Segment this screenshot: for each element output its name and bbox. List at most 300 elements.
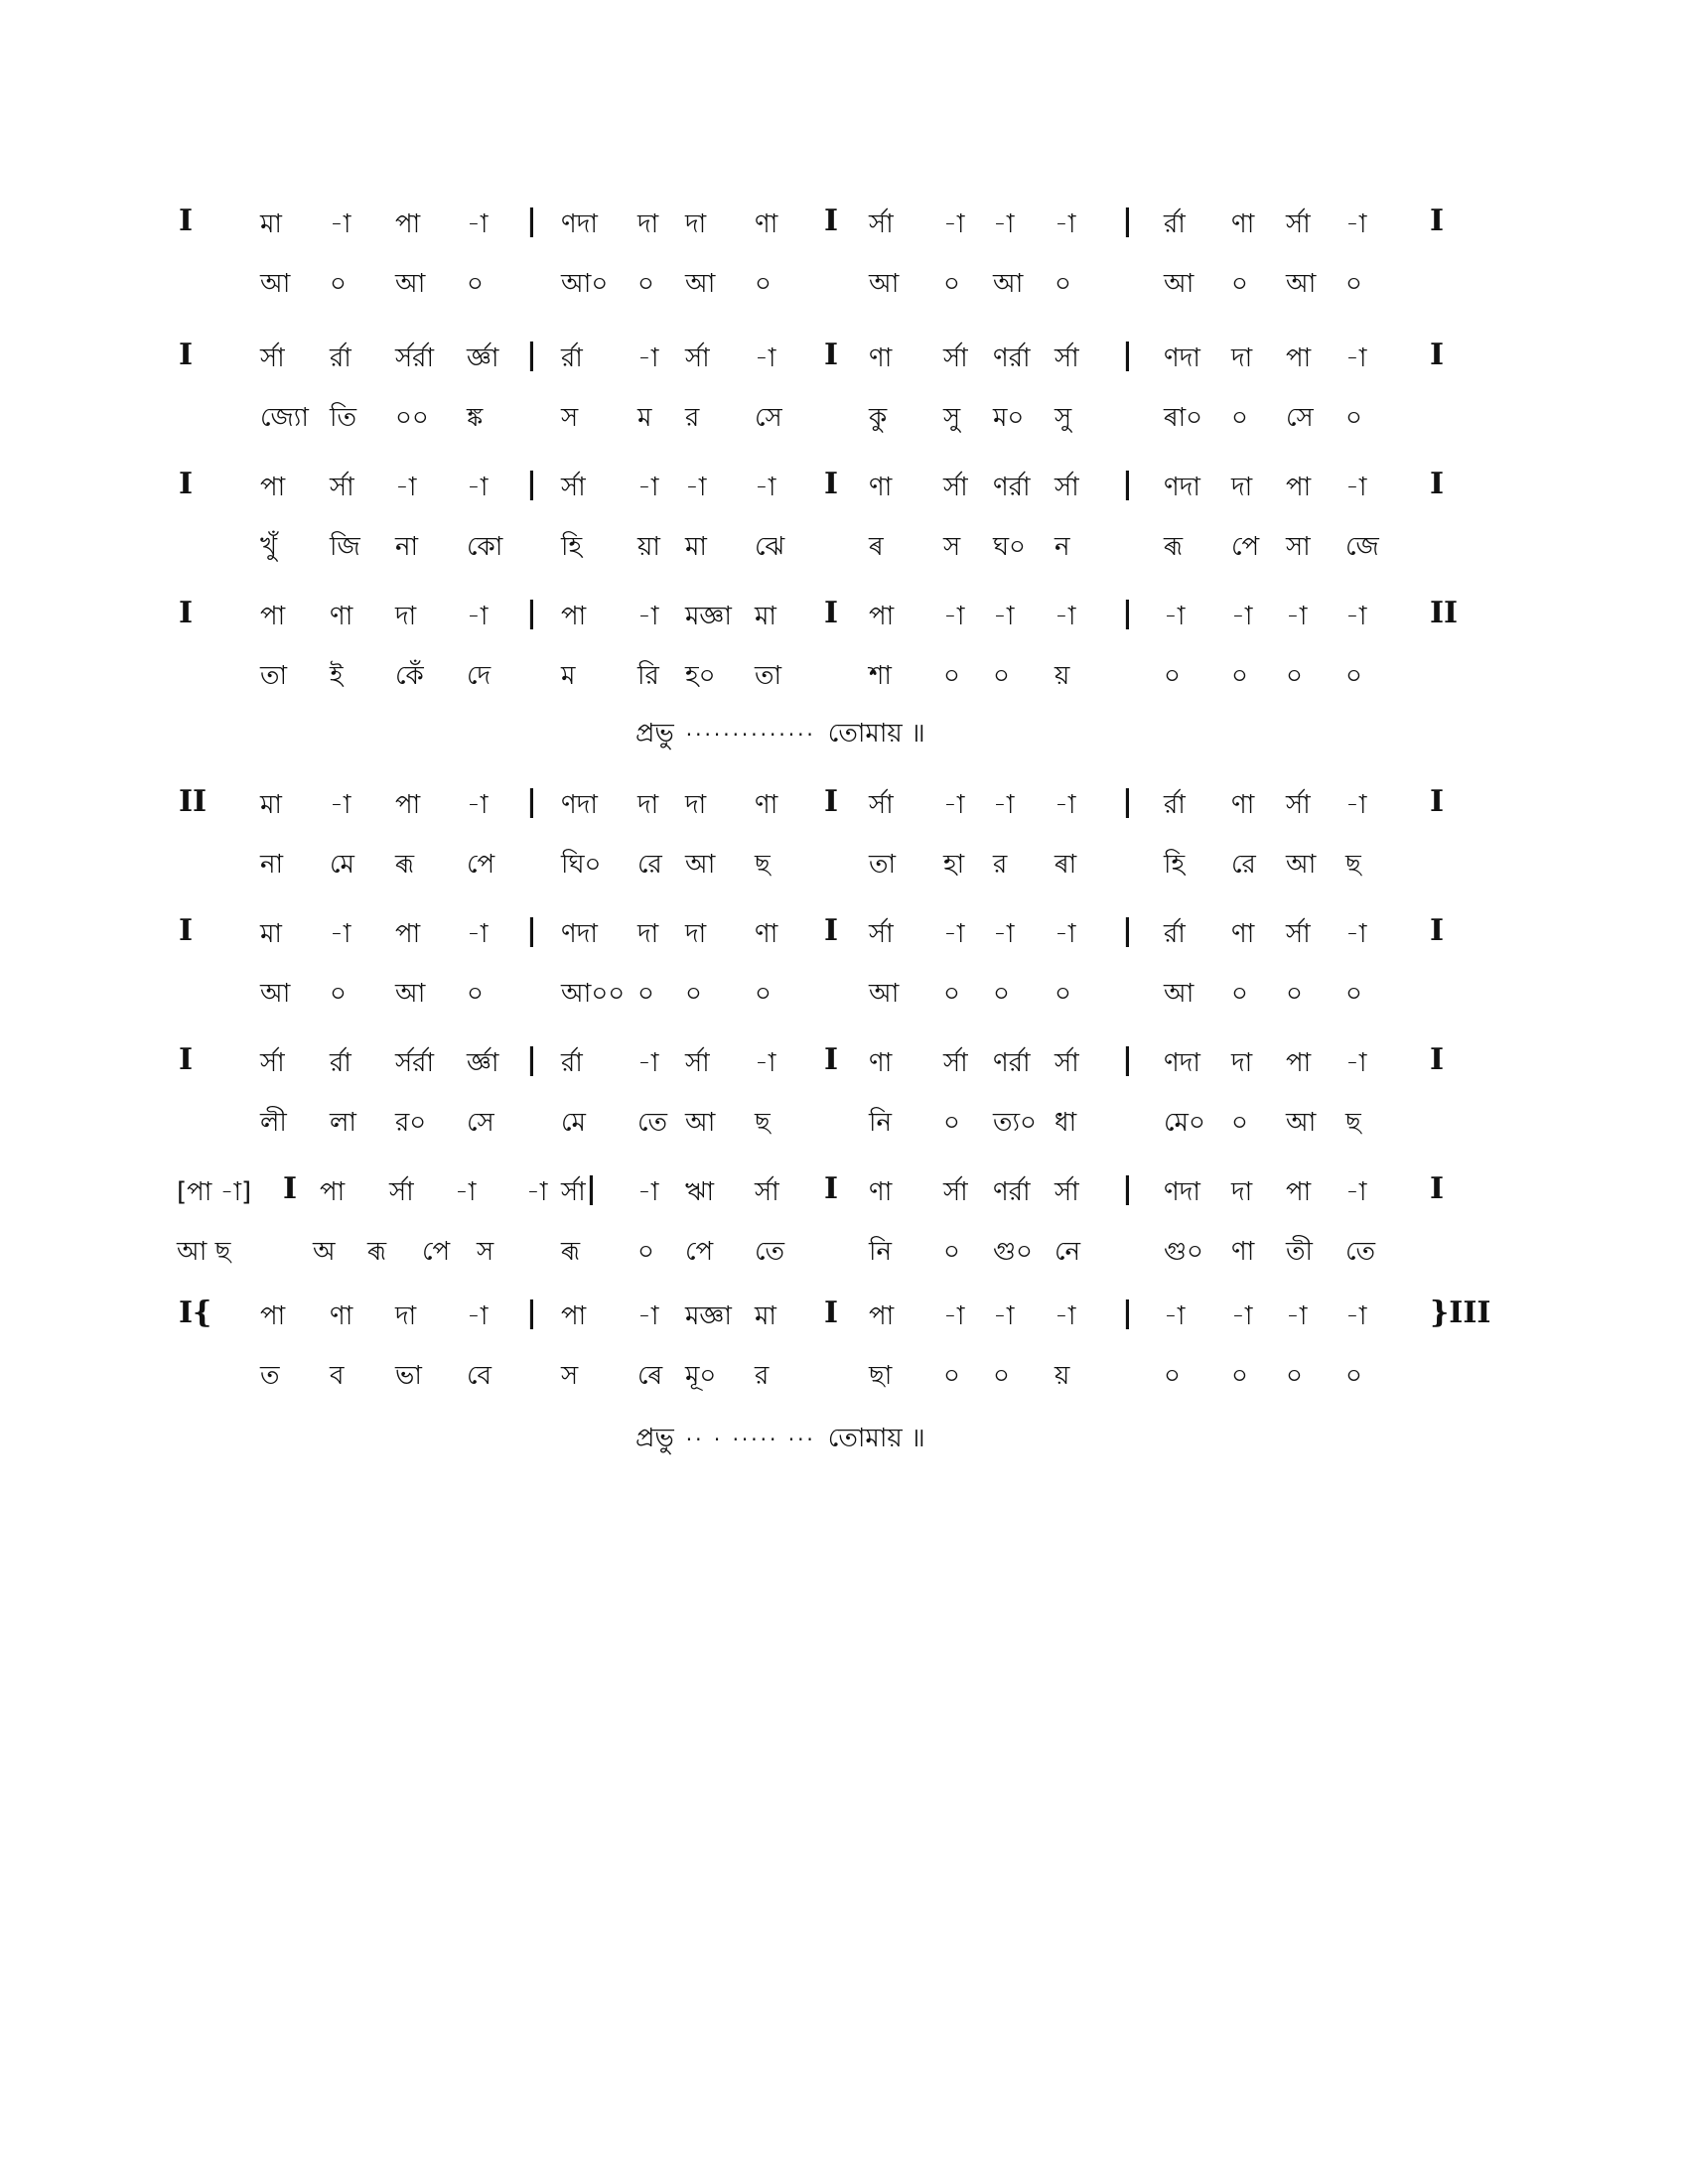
lyric-syllable: রি bbox=[637, 661, 659, 691]
lyric-syllable: ০ bbox=[993, 1361, 1010, 1391]
bar-line: I bbox=[179, 467, 194, 501]
lyric-syllable: না bbox=[395, 532, 419, 562]
lyric-syllable: য়া bbox=[637, 532, 660, 562]
lyric-syllable: হ০ bbox=[685, 661, 716, 691]
refrain-start: প্রভু bbox=[635, 1424, 674, 1453]
bar-line: | bbox=[526, 467, 537, 501]
lyric-syllable: সা bbox=[1286, 532, 1311, 562]
lyric-syllable: নি bbox=[869, 1237, 892, 1267]
lyric-syllable: ঘ০ bbox=[993, 532, 1026, 562]
swara-note: -া bbox=[455, 1177, 477, 1207]
lyric-syllable: তা bbox=[869, 850, 897, 880]
swara-note: ণদা bbox=[1164, 343, 1200, 373]
refrain-end: তোমায় ॥ bbox=[827, 1424, 925, 1453]
note-row bbox=[179, 1171, 1489, 1231]
lyric-syllable: ণা bbox=[1231, 1237, 1255, 1267]
lyric-syllable: পে bbox=[1231, 532, 1260, 562]
lyric-syllable: আ bbox=[869, 979, 900, 1009]
lyric-syllable: ০ bbox=[1231, 403, 1248, 433]
lyric-syllable: ৰূ bbox=[1164, 532, 1184, 562]
swara-note: মজ্ঞা bbox=[685, 1301, 732, 1331]
lyric-syllable: ৰ bbox=[869, 532, 884, 562]
lyric-syllable: ০ bbox=[1055, 979, 1071, 1009]
bar-line: | bbox=[1122, 784, 1133, 819]
swara-note: -া bbox=[637, 343, 659, 373]
swara-note: -া bbox=[637, 1177, 659, 1207]
swara-note: র্সা bbox=[869, 790, 894, 820]
lyric-syllable: রে bbox=[637, 850, 662, 880]
lyric-syllable: ম০ bbox=[993, 403, 1025, 433]
swara-note: পা bbox=[320, 1177, 346, 1207]
lyric-syllable: মূ০ bbox=[685, 1361, 717, 1391]
swara-note: পা bbox=[561, 602, 587, 631]
bar-line: | bbox=[526, 784, 537, 819]
note-row bbox=[179, 204, 1489, 263]
lyric-syllable: য় bbox=[1055, 661, 1070, 691]
swara-note: র্সা bbox=[1055, 1177, 1079, 1207]
swara-note: পা bbox=[561, 1301, 587, 1331]
lyric-syllable: আ bbox=[1286, 1108, 1317, 1138]
bar-line: | bbox=[1122, 204, 1133, 238]
swara-note: -া bbox=[1345, 790, 1367, 820]
swara-note: দা bbox=[685, 209, 707, 239]
swara-note: ণর্রা bbox=[993, 473, 1031, 502]
lyric-syllable: তে bbox=[1345, 1237, 1376, 1267]
swara-note: পা bbox=[1286, 1177, 1312, 1207]
swara-note: ণর্রা bbox=[993, 343, 1031, 373]
swara-note: র্সা bbox=[1055, 473, 1079, 502]
refrain-start: প্রভু bbox=[635, 719, 674, 749]
lyric-syllable: কু bbox=[869, 403, 888, 433]
swara-note: ণর্রা bbox=[993, 1177, 1031, 1207]
swara-note: -া bbox=[526, 1177, 548, 1207]
swara-note: ণা bbox=[330, 1301, 353, 1331]
lyric-syllable: বে bbox=[467, 1361, 492, 1391]
bar-line: | bbox=[1122, 1171, 1133, 1206]
refrain-dots: ·············· bbox=[685, 723, 816, 747]
lyric-row bbox=[179, 973, 1489, 1032]
swara-note: -া bbox=[943, 790, 965, 820]
lyric-syllable: ০ bbox=[755, 979, 772, 1009]
swara-note: -া bbox=[467, 602, 489, 631]
swara-note: পা bbox=[1286, 1048, 1312, 1078]
swara-note: দা bbox=[685, 790, 707, 820]
swara-note: -া bbox=[1286, 1301, 1308, 1331]
swara-note: -া bbox=[467, 209, 489, 239]
swara-note: ণদা bbox=[561, 790, 598, 820]
swara-note: -া bbox=[330, 790, 352, 820]
lyric-syllable: য় bbox=[1055, 1361, 1070, 1391]
swara-note: দা bbox=[1231, 1177, 1253, 1207]
lyric-syllable: ০ bbox=[993, 979, 1010, 1009]
swara-note: -া bbox=[467, 473, 489, 502]
lyric-syllable: আ bbox=[869, 269, 900, 299]
bar-line: I bbox=[824, 467, 839, 501]
stave bbox=[179, 338, 1489, 457]
swara-note: -া bbox=[637, 602, 659, 631]
lyric-syllable: ০ bbox=[1164, 661, 1181, 691]
bar-line: | bbox=[526, 1296, 537, 1330]
lyric-syllable: সে bbox=[1286, 403, 1314, 433]
lyric-syllable: পে bbox=[467, 850, 495, 880]
lyric-syllable: ০ bbox=[1055, 269, 1071, 299]
swara-note: র্সা bbox=[1055, 1048, 1079, 1078]
swara-note: -া bbox=[637, 473, 659, 502]
note-row bbox=[179, 338, 1489, 397]
lyric-syllable: জ্যো bbox=[260, 403, 309, 433]
lyric-syllable: শা bbox=[869, 661, 892, 691]
lyric-syllable: স bbox=[561, 1361, 579, 1391]
lyric-syllable: ঘি০ bbox=[561, 850, 602, 880]
swara-note: -া bbox=[943, 602, 965, 631]
lyric-syllable: তা bbox=[755, 661, 782, 691]
swara-note: পা bbox=[260, 473, 286, 502]
swara-note: -া bbox=[943, 919, 965, 949]
swara-note: ণা bbox=[1231, 209, 1255, 239]
stave bbox=[179, 596, 1489, 715]
bar-line: I bbox=[824, 913, 839, 948]
lyric-syllable: ০ bbox=[1231, 979, 1248, 1009]
lyric-syllable: জি bbox=[330, 532, 360, 562]
lyric-syllable: ০ bbox=[1345, 269, 1362, 299]
swara-note: -া bbox=[755, 343, 776, 373]
lyric-row bbox=[179, 526, 1489, 586]
swara-note: -া bbox=[943, 209, 965, 239]
bar-line: | bbox=[526, 338, 537, 372]
swara-note: ণা bbox=[755, 790, 778, 820]
bar-line: I bbox=[1430, 204, 1445, 238]
note-row bbox=[179, 1296, 1489, 1355]
lyric-syllable: সে bbox=[755, 403, 782, 433]
lyric-syllable: ০ bbox=[1345, 403, 1362, 433]
stave bbox=[179, 467, 1489, 586]
lyric-syllable: র০ bbox=[395, 1108, 427, 1138]
swara-note: -া bbox=[993, 790, 1015, 820]
lyric-syllable: ০ bbox=[1231, 1361, 1248, 1391]
lyric-syllable: ন bbox=[1055, 532, 1070, 562]
lyric-syllable: স bbox=[561, 403, 579, 433]
lyric-syllable: আ bbox=[395, 979, 426, 1009]
lyric-syllable: নে bbox=[1055, 1237, 1081, 1267]
bar-line: I bbox=[179, 338, 194, 372]
lyric-syllable: ৰা০ bbox=[1164, 403, 1203, 433]
bar-line: I bbox=[824, 1296, 839, 1330]
swara-note: ণা bbox=[330, 602, 353, 631]
swara-note: -া bbox=[1345, 473, 1367, 502]
lyric-row bbox=[179, 1102, 1489, 1161]
bar-line: I bbox=[824, 204, 839, 238]
swara-note: দা bbox=[637, 919, 659, 949]
swara-note: -া bbox=[1055, 790, 1076, 820]
swara-note: র্সা bbox=[389, 1177, 414, 1207]
lyric-syllable: ঙ্ক bbox=[467, 403, 484, 433]
swara-note: -া bbox=[1345, 1177, 1367, 1207]
swara-note: পা bbox=[1286, 473, 1312, 502]
swara-note: ণা bbox=[755, 919, 778, 949]
swara-note: -া bbox=[1055, 602, 1076, 631]
bar-line: I bbox=[179, 204, 194, 238]
bar-line: I bbox=[824, 784, 839, 819]
lyric-syllable: ৰে bbox=[637, 1361, 663, 1391]
bar-line: | bbox=[1122, 338, 1133, 372]
swara-note: -া bbox=[1345, 602, 1367, 631]
lyric-syllable: ০ bbox=[1164, 1361, 1181, 1391]
note-row bbox=[179, 1042, 1489, 1102]
bar-line: | bbox=[1122, 596, 1133, 630]
lyric-row bbox=[179, 1231, 1489, 1291]
swara-note: র্রা bbox=[330, 343, 352, 373]
swara-note: র্সা bbox=[260, 343, 285, 373]
swara-note: র্সর্রা bbox=[395, 343, 435, 373]
lyric-syllable: ছ bbox=[1345, 850, 1361, 880]
lyric-syllable: আ bbox=[1164, 269, 1195, 299]
swara-note: র্সা bbox=[685, 343, 710, 373]
bar-line: I bbox=[824, 1042, 839, 1077]
lyric-syllable: ছ bbox=[755, 1108, 771, 1138]
swara-note: -া bbox=[1231, 602, 1253, 631]
bar-line: }III bbox=[1430, 1296, 1491, 1330]
lyric-syllable: ০ bbox=[330, 979, 347, 1009]
refrain-line bbox=[635, 1418, 925, 1461]
swara-note: -া bbox=[1345, 919, 1367, 949]
swara-note: পা bbox=[1286, 343, 1312, 373]
swara-note: র্সা bbox=[943, 343, 968, 373]
swara-note: -া bbox=[685, 473, 707, 502]
swara-note: -া bbox=[993, 209, 1015, 239]
swara-note: র্সা bbox=[943, 1177, 968, 1207]
lyric-syllable: ০ bbox=[993, 661, 1010, 691]
prefix-notes: [পা -া] bbox=[177, 1177, 252, 1207]
lyric-syllable: ভা bbox=[395, 1361, 422, 1391]
swara-note: পা bbox=[395, 209, 421, 239]
swara-note: র্সা bbox=[869, 919, 894, 949]
swara-note: র্রা bbox=[1164, 790, 1186, 820]
lyric-syllable: হি bbox=[1164, 850, 1186, 880]
swara-note: মা bbox=[260, 209, 282, 239]
lyric-syllable: আ bbox=[260, 979, 291, 1009]
lyric-syllable: আ bbox=[993, 269, 1024, 299]
bar-line: | bbox=[526, 596, 537, 630]
refrain-end: তোমায় ॥ bbox=[827, 719, 925, 749]
lyric-syllable: গু০ bbox=[1164, 1237, 1203, 1267]
note-row bbox=[179, 467, 1489, 526]
lyric-syllable: আ bbox=[685, 269, 716, 299]
lyric-syllable: ধা bbox=[1055, 1108, 1077, 1138]
lyric-syllable: হি bbox=[561, 532, 583, 562]
lyric-row bbox=[179, 263, 1489, 323]
lyric-syllable: ০ bbox=[685, 979, 702, 1009]
swara-note: ণা bbox=[755, 209, 778, 239]
swara-note: -া bbox=[1164, 602, 1186, 631]
lyric-syllable: স bbox=[477, 1237, 494, 1267]
swara-note: র্সা bbox=[685, 1048, 710, 1078]
lyric-syllable: ০ bbox=[1231, 1108, 1248, 1138]
swara-note: পা bbox=[869, 602, 895, 631]
swara-note: র্সা bbox=[943, 473, 968, 502]
swara-note: -া bbox=[467, 919, 489, 949]
lyric-syllable: দে bbox=[467, 661, 492, 691]
swara-note: -া bbox=[993, 1301, 1015, 1331]
swara-note: -া bbox=[467, 1301, 489, 1331]
swara-note: দা bbox=[637, 790, 659, 820]
lyric-syllable: স bbox=[943, 532, 961, 562]
lyric-syllable: ০ bbox=[943, 661, 960, 691]
lyric-syllable: লী bbox=[260, 1108, 287, 1138]
lyric-syllable: ০ bbox=[755, 269, 772, 299]
swara-note: দা bbox=[1231, 343, 1253, 373]
swara-note: মা bbox=[755, 602, 776, 631]
bar-line: | bbox=[586, 1171, 597, 1206]
bar-line: I bbox=[1430, 338, 1445, 372]
lyric-syllable: ০ bbox=[1345, 661, 1362, 691]
swara-note: র্রা bbox=[561, 343, 583, 373]
lyric-syllable: ত bbox=[260, 1361, 280, 1391]
lyric-syllable: তে bbox=[755, 1237, 785, 1267]
swara-note: র্রা bbox=[1164, 919, 1186, 949]
swara-note: ণদা bbox=[1164, 1177, 1200, 1207]
swara-note: -া bbox=[943, 1301, 965, 1331]
lyric-syllable: ০ bbox=[943, 1237, 960, 1267]
lyric-syllable: মে০ bbox=[1164, 1108, 1205, 1138]
bar-line: | bbox=[526, 204, 537, 238]
swara-note: -া bbox=[1231, 1301, 1253, 1331]
lyric-syllable: ০ bbox=[330, 269, 347, 299]
swara-note: -া bbox=[467, 790, 489, 820]
lyric-syllable: তী bbox=[1286, 1237, 1313, 1267]
lyric-syllable: লা bbox=[330, 1108, 356, 1138]
lyric-syllable: তা bbox=[260, 661, 288, 691]
lyric-row bbox=[179, 655, 1489, 715]
bar-line: | bbox=[526, 1042, 537, 1077]
lyric-syllable: ত্য০ bbox=[993, 1108, 1037, 1138]
lyric-row bbox=[179, 844, 1489, 903]
lyric-syllable: সু bbox=[943, 403, 961, 433]
bar-line: I bbox=[1430, 1171, 1445, 1206]
lyric-syllable: নি bbox=[869, 1108, 892, 1138]
lyric-syllable: আ bbox=[685, 1108, 716, 1138]
lyric-syllable: ০ bbox=[637, 979, 654, 1009]
swara-note: -া bbox=[1055, 1301, 1076, 1331]
refrain-dots: ·· · ····· ··· bbox=[685, 1428, 816, 1451]
swara-note: ণদা bbox=[561, 919, 598, 949]
lyric-syllable: আ bbox=[1286, 269, 1317, 299]
bar-line: I bbox=[1430, 467, 1445, 501]
swara-note: র্রা bbox=[1164, 209, 1186, 239]
swara-note: -া bbox=[1345, 1301, 1367, 1331]
swara-note: -া bbox=[993, 919, 1015, 949]
swara-note: র্সা bbox=[330, 473, 354, 502]
swara-note: ণর্রা bbox=[993, 1048, 1031, 1078]
lyric-syllable: ০ bbox=[1345, 979, 1362, 1009]
swara-note: -া bbox=[993, 602, 1015, 631]
swara-note: পা bbox=[260, 602, 286, 631]
swara-note: -া bbox=[330, 919, 352, 949]
swara-note: র্রা bbox=[330, 1048, 352, 1078]
lyric-syllable: গু০ bbox=[993, 1237, 1033, 1267]
swara-note: -া bbox=[1055, 919, 1076, 949]
lyric-syllable: মে bbox=[330, 850, 354, 880]
swara-note: পা bbox=[395, 790, 421, 820]
swara-note: -া bbox=[755, 1048, 776, 1078]
lyric-syllable: সে bbox=[467, 1108, 494, 1138]
stave bbox=[179, 1171, 1489, 1291]
swara-note: -া bbox=[637, 1048, 659, 1078]
bar-line: I{ bbox=[179, 1296, 212, 1330]
bar-line: II bbox=[1430, 596, 1459, 630]
lyric-syllable: আ bbox=[685, 850, 716, 880]
swara-note: ণা bbox=[869, 343, 893, 373]
lyric-syllable: ০ bbox=[1345, 1361, 1362, 1391]
lyric-syllable: ৰূ bbox=[367, 1237, 387, 1267]
swara-note: র্সা bbox=[943, 1048, 968, 1078]
swara-note: র্সা bbox=[260, 1048, 285, 1078]
swara-note: ণা bbox=[869, 1177, 893, 1207]
lyric-syllable: র bbox=[993, 850, 1008, 880]
lyric-syllable: আ bbox=[260, 269, 291, 299]
bar-line: I bbox=[179, 1042, 194, 1077]
lyric-syllable: ০ bbox=[943, 979, 960, 1009]
swara-note: র্সা bbox=[869, 209, 894, 239]
bar-line: | bbox=[1122, 1296, 1133, 1330]
swara-note: -া bbox=[395, 473, 417, 502]
bar-line: I bbox=[1430, 1042, 1445, 1077]
swara-note: -া bbox=[1345, 343, 1367, 373]
lyric-syllable: আ০০ bbox=[561, 979, 626, 1009]
lyric-syllable: ম bbox=[561, 661, 576, 691]
bar-line: | bbox=[1122, 913, 1133, 948]
lyric-syllable: ০ bbox=[637, 269, 654, 299]
lyric-syllable: কেঁ bbox=[395, 661, 424, 691]
swara-note: র্সা bbox=[1286, 919, 1311, 949]
stave bbox=[179, 784, 1489, 903]
refrain-line bbox=[635, 713, 925, 756]
swara-note: মা bbox=[755, 1301, 776, 1331]
lyric-syllable: ছ bbox=[1345, 1108, 1361, 1138]
lyric-syllable: ৰূ bbox=[395, 850, 415, 880]
bar-line: I bbox=[1430, 784, 1445, 819]
lyric-syllable: আ ছ bbox=[177, 1237, 231, 1267]
swara-note: দা bbox=[637, 209, 659, 239]
note-row bbox=[179, 913, 1489, 973]
lyric-syllable: ছ bbox=[755, 850, 771, 880]
lyric-syllable: কো bbox=[467, 532, 503, 562]
swara-note: র্সা bbox=[561, 1177, 586, 1207]
swara-note: -া bbox=[1286, 602, 1308, 631]
swara-note: র্সা bbox=[1286, 209, 1311, 239]
swara-note: ণদা bbox=[1164, 1048, 1200, 1078]
lyric-row bbox=[179, 397, 1489, 457]
lyric-syllable: র bbox=[685, 403, 700, 433]
swara-note: ণা bbox=[869, 473, 893, 502]
swara-note: র্জ্ঞা bbox=[467, 1048, 499, 1078]
lyric-syllable: ০ bbox=[1286, 979, 1303, 1009]
lyric-syllable: ০ bbox=[943, 1108, 960, 1138]
stave bbox=[179, 1042, 1489, 1161]
note-row bbox=[179, 596, 1489, 655]
swara-note: -া bbox=[1055, 209, 1076, 239]
lyric-syllable: মে bbox=[561, 1108, 586, 1138]
note-row bbox=[179, 784, 1489, 844]
swara-note: -া bbox=[1345, 1048, 1367, 1078]
lyric-syllable: তি bbox=[330, 403, 356, 433]
lyric-syllable: পে bbox=[685, 1237, 714, 1267]
lyric-syllable: হা bbox=[943, 850, 965, 880]
stave bbox=[179, 1296, 1489, 1415]
swara-note: মা bbox=[260, 790, 282, 820]
lyric-syllable: আ bbox=[1286, 850, 1317, 880]
lyric-syllable: ০ bbox=[467, 979, 484, 1009]
lyric-syllable: ব bbox=[330, 1361, 345, 1391]
